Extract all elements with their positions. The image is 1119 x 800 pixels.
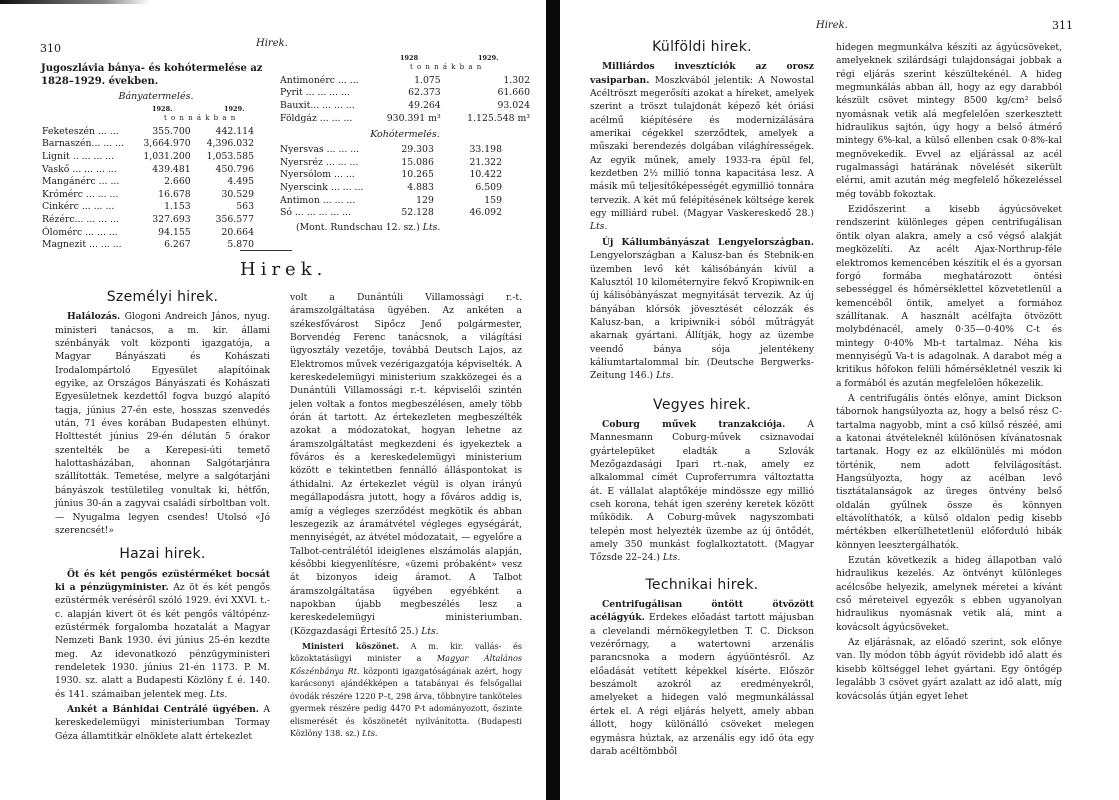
personal-news-title: Személyi hirek. xyxy=(106,289,219,305)
row-label: Földgáz ... ... ... xyxy=(280,112,353,124)
row-value: 1.302 xyxy=(503,74,530,86)
row-label: Ólomérc ... ... ... xyxy=(42,226,118,238)
right-page-left-column xyxy=(590,41,814,758)
row-label: Magnezit ... ... ... xyxy=(42,239,122,251)
row-value: 16.678 xyxy=(158,188,191,200)
table-row xyxy=(280,112,530,125)
row-label: Cinkérc ... ... ... xyxy=(42,201,115,213)
row-label: Só ... ... ... ... ... xyxy=(280,207,352,219)
foreign-item-2: Új Káliumbányászat Lengyelországban. Lengyelországban a Kalusz-ban és Stebnik-en üzemben levő két kálisóbányán kívül a Kalusztól 10 kilométernyire fekvő Kropiwnik-en új kálisóbányászat megnyitását tervezik. Az új bányában klórsók jövesztését célozzák és Kalusz-ban, a kripiwnik-i sóból műtrágyát akarnak gyártani. Állítják, hogy az üzembe veendő bánya sója jelentékeny káliumtartalommal bír. (Deutsche Bergwerks-Zeitung 146.) Lts. xyxy=(590,236,814,382)
running-head-right: Hirek. xyxy=(816,20,848,31)
row-value: 1.125.548 m³ xyxy=(467,112,530,124)
row-value: 1.075 xyxy=(414,74,441,86)
smelting-table xyxy=(280,143,502,219)
row-value: 61.660 xyxy=(497,87,530,99)
row-value: 930.391 m³ xyxy=(386,112,441,124)
table-row xyxy=(280,74,530,87)
row-label: Vaskő ... ... ... ... xyxy=(42,163,117,175)
row-value: 439.481 xyxy=(152,163,191,175)
row-value: 4.883 xyxy=(407,181,434,193)
year-1928: 1928. xyxy=(152,105,173,113)
row-label: Nyersréz ... ... ... xyxy=(280,156,359,168)
row-value: 30.529 xyxy=(221,188,254,200)
table-row xyxy=(42,213,254,226)
table-row xyxy=(42,150,254,163)
row-value: 1,053.585 xyxy=(206,150,254,162)
row-value: 129 xyxy=(416,194,434,206)
row-value: 62.373 xyxy=(408,87,441,99)
unit-label-cont: tonnákban xyxy=(410,63,486,71)
mining-table-right xyxy=(280,52,530,233)
row-label: Lignit .. ... ... ... xyxy=(42,150,115,162)
row-label: Nyersvas ... ... ... xyxy=(280,144,360,156)
technical-paragraph-3: A centrifugális öntés előnye, amint Dickson tábornok hangsúlyozta az, hogy a belső rész C-tartalma nagyobb, mint a cső külső részéé, ami a katonai átvételeknél különösen kívánatosnak tartanak. Hogy ez az elkülönülés mi módon történik, nem adott felvilágosítást. Hangsúlyozta, hogy az acélban levő tisztátalanságok az üreges öntvény belső oldalán gyűlnek össze és könnyen eltávolíthatók, a külső oldalon pedig kisebb mértékben elkerülhetetlenül előforduló hibák könnyen leesztergálhatók. xyxy=(836,392,1062,551)
row-value: 327.693 xyxy=(152,213,191,225)
row-value: 450.796 xyxy=(215,163,254,175)
row-value: 442.114 xyxy=(215,125,254,137)
row-value: 355.700 xyxy=(152,125,191,137)
row-value: 10.422 xyxy=(469,169,502,181)
row-value: 15.086 xyxy=(401,156,434,168)
row-label: Pyrit ... ... ... ... xyxy=(280,87,350,99)
foreign-item-1: Milliárdos invesztíciók az orosz vasiparban. Moszkvából jelentik: A Nowostal Acéltröszt megerősíti azokat a híreket, amelyek szerint a tröszt tulajdonát képező két óriási acélmű kiépítésére és modernizálására amerikai cégekkel szerződtek, amelyek a műszaki berendezés dolgában világhírességek. Az egyik műnek, amely 1933-ra épül fel, kezdetben 2½ millió tonna kapacitása lesz. A másik mű teljesítőképességét egymillió tonnára tervezik. A két mű felépítésének költsége kerek egy milliárd rubel. (Magyar Vaskereskedő 28.) Lts. xyxy=(590,61,814,233)
row-value: 159 xyxy=(484,194,502,206)
row-label: Nyerscink ... ... ... xyxy=(280,181,364,193)
row-value: 6.267 xyxy=(164,239,191,251)
main-section-title: Hirek. xyxy=(240,259,328,280)
row-value: 6.509 xyxy=(475,181,502,193)
technical-paragraph-5: Az eljárásnak, az előadó szerint, sok előnye van. Ily módon több ágyút rövidebb idő alatt és kisebb költséggel lehet gyártani. Egy öntőgép legalább 3 csövet gyárt azalatt az idő alatt, míg kovácsolás útján egyet lehet xyxy=(836,637,1062,702)
running-head-left: Hirek. xyxy=(256,38,288,49)
domestic-item-1: Öt és két pengős ezüstérméket bocsát ki a pénzügyminister. Az öt és két pengős ezüstérmék veréséről szóló 1929. évi XXVI. t.-c. alapján kivert öt és két pengős váltópénz-ezüstérmék forgalomba hozatalát a Magyar Nemzeti Bank 1930. évi június 25-én kezdte meg. Az idevonatkozó pénzügyministeri rendeletek 1930. június 21-én 1173. P. M. 1930. sz. alatt a Budapesti Közlöny f. é. 140. és 141. számaiban jelentek meg. Lts. xyxy=(55,568,270,700)
technical-paragraph-2: Ezidőszerint a kisebb ágyúcsöveket rendszerint különleges gépen centrifugálisan öntik olyan alakra, amely a cső végső alakját megközelíti. Az acélt Ajax-Northrup-féle elektromos kemencében készítik el és a gyorsan forgó formába meghatározott öntési sebességgel és hőmérséklettel közvetetlenül a kemencéből öntik, amelyet a formához szállítanak. A használt acélfajta ötvözött molybdénacél, amely 0·35—0·40% C-t és mintegy 0·40% Mb-t tartalmaz. Néha kis mennyiségű Va-t is adagolnak. A darabot még a kritikus hőfokon felüli hőmérsékletnél veszik ki a formából és azután megfelelően hőkezelik. xyxy=(836,204,1062,389)
mining-table-left xyxy=(42,88,270,251)
mining-subhead: Bányatermelés. xyxy=(118,91,194,102)
year-1929: 1929. xyxy=(224,105,245,113)
table-row xyxy=(280,194,502,207)
table-row xyxy=(42,125,254,138)
row-label: Krómérc ... ... ... xyxy=(42,188,119,200)
table-row xyxy=(280,206,502,219)
domestic-item-2-cont: volt a Dunántúli Villamossági r.-t. áramszolgáltatása ügyében. Az ankéten a székesfővárost Sipőcz Jenő polgármester, Borvendég Ferenc tanácsnok, a világítási ügyosztály vezetője, továbbá Deutsch Lajos, az Elektromos művek vezérigazgatója képviselték. A kereskedelemügyi ministerium szakközegei és a Dunántúli Villamossági r.-t. képviselői szintén jelen voltak a fontos megbeszélésen, amely több órán át tartott. Az értekezleten megbeszélték azokat a módozatokat, hogyan lehetne az áramszolgáltatást megkezdeni és igyekeztek a főváros és a kereskedelemügyi ministerium között e tekintetben fennálló álláspontokat is áthidalni. Az értekezlet végül is olyan irányú megállapodásra jutott, hogy a főváros addig is, amíg a végleges szerződést megkötik és abban leszegezik az áramátvétel végleges egységárát, mennyiségét, az átvétel módozatait, — egyelőre a Talbot-centrálétól ideiglenes elszámolás alapján, későbbi kiegyenlítésre, «üzemi próbaként» vesz át bizonyos ideig áramot. A Talbot áramszolgáltatása ügyében egyébként a napokban újabb megbeszélés lesz a kereskedelemügyi ministeriumban. (Közgazdasági Értesítő 25.) Lts. xyxy=(290,292,522,637)
year-1928-cont: 1928 xyxy=(400,54,419,62)
row-value: 93.024 xyxy=(497,99,530,111)
table-row xyxy=(280,87,530,100)
table-row xyxy=(280,169,502,182)
table-row xyxy=(42,163,254,176)
row-value: 20.664 xyxy=(221,226,254,238)
table-row xyxy=(280,181,502,194)
row-value: 4,396.032 xyxy=(206,138,254,150)
technical-paragraph-4: Ezután következik a hideg állapotban való hidraulikus kezelés. Az öntvényt különleges acélcsőbe helyezik, amelynek méretei a kívánt cső méreteivel egyezők s ebben ugyanolyan hidraulikus nyomásnak vetik alá, mint a kovácsolt ágyúcsöveket. xyxy=(836,555,1062,633)
domestic-item-2-start: Ankét a Bánhidai Centrálé ügyében. A kereskedelemügyi ministeriumban Tormay Géza államtitkár elnöklete alatt értekezlet xyxy=(55,703,270,742)
divider-rule xyxy=(240,250,292,251)
table-row xyxy=(42,238,254,251)
domestic-item-3: Ministeri köszönet. A m. kir. vallás- és közoktatásügyi minister a Magyar Általános Kőszénbánya Rt. központi igazgatóságának azért, hogy karácsonyi ajándékképen a tatabányai és felsőgallai óvodák részére 1220 P–t, 298 árva, többnyire tanköteles gyermek részére pedig 4470 P-t adományozott, őszinte elismerését és köszönetét nyilvánította. (Budapesti Közlöny 138. sz.) Lts. xyxy=(290,640,522,739)
row-value: 94.155 xyxy=(158,226,191,238)
table-row xyxy=(280,99,530,112)
row-label: Feketeszén ... ... xyxy=(42,125,119,137)
left-page xyxy=(0,0,548,800)
stats-source: (Mont. Rundschau 12. sz.) Lts. xyxy=(296,221,441,233)
row-value: 4.495 xyxy=(227,176,254,188)
row-label: Barnaszén... ... ... xyxy=(42,138,125,150)
unit-label: tonnákban xyxy=(164,114,240,122)
row-label: Rézérc... ... ... ... xyxy=(42,213,119,225)
table-row xyxy=(42,175,254,188)
mining-table xyxy=(42,125,254,251)
right-page-right-column xyxy=(836,41,1062,703)
row-value: 1.153 xyxy=(164,201,191,213)
row-label: Antimonérc ... ... xyxy=(280,74,359,86)
stats-title: Jugoszlávia bánya- és kohótermelése az 1828–1929. években. xyxy=(41,63,263,87)
table-row xyxy=(42,201,254,214)
mixed-item-1: Coburg művek tranzakciója. A Mannesmann Coburg-művek csiznavodai gyártelepüket eladták a Szlovák Mezőgazdasági Ipari rt.-nak, amely ez alkalommal címét Cuproferrumra változtatta át. E vállalat alaptőkéje mindössze egy millió cseh korona, tehát igen szerény keretek között működik. A Coburg-művek nagyszombati telepén most helyezték üzembe az új öntődét, amely 350 munkást foglalkoztatott. (Magyar Tőzsde 22–24.) Lts. xyxy=(590,418,814,564)
row-label: Bauxit... ... ... ... xyxy=(280,99,355,111)
page-number-right: 311 xyxy=(1052,19,1073,32)
table-row xyxy=(280,156,502,169)
technical-lead-paragraph: Centrifugálisan öntött ötvözött acélágyúk. Erdekes előadást tartott májusban a clevelandi mérnökegyletben T. C. Dickson vezérőrnagy, a watertowni arzenális parancsnoka a modern ágyúöntésről. Az előadását vetített képekkel kísérte. Először beszámolt azokról az eredményekről, amelyeket a hidegen való megmunkálással értek el. A régi eljárás helyett, amely abban állott, hogy különálló csöveket melegen egymásra húztak, az arzenális egy idő óta egy darab acéltömbből xyxy=(590,599,814,757)
foreign-news-title: Külföldi hirek. xyxy=(652,39,752,55)
row-value: 563 xyxy=(236,201,254,213)
row-label: Antimon ... ... ... xyxy=(280,194,356,206)
year-1929-cont: 1929. xyxy=(478,54,499,62)
row-value: 52.128 xyxy=(401,207,434,219)
row-value: 49.264 xyxy=(408,99,441,111)
page-number-left: 310 xyxy=(40,42,61,55)
technical-paragraph-1-cont: hidegen megmunkálva készíti az ágyúcsöveket, amelyeknek szilárdsági tulajdonságai jobbak a régi eljárás szerint készültekénél. A hideg megmunkálás abban áll, hogy az egy darabból készült csövet mintegy 8500 kg/cm² belső nyomásnak vetik alá megfelelően szerkesztett hidraulikus sajtón, úgy hogy a belső átmérő mintegy 6%-kal, a külső ellenben csak 0·8%-kal megnövekedik. Evvel az eljárással az acél rugalmassági határának növelését sikerült elérni, amit azután még megfelelő hőkezeléssel még tovább fokoztak. xyxy=(836,42,1062,200)
row-value: 21.322 xyxy=(469,156,502,168)
right-page xyxy=(560,0,1119,800)
row-value: 356.577 xyxy=(215,213,254,225)
row-value: 5.870 xyxy=(227,239,254,251)
row-label: Nyersólom ... ... xyxy=(280,169,355,181)
left-column xyxy=(55,291,270,743)
obituary-paragraph: Halálozás. Glogoni Andreich János, nyug. ministeri tanácsos, a m. kir. állami szénbányák volt központi igazgatója, a Magyar Bányászati és Kohászati Irodalompártoló Egyesület alapítóinak egyike, az Országos Bányászati és Kohászati Egyesületnek kezdettől fogva buzgó alapító tagja, június 27-én este, hosszas szenvedés után, 71 éves korában Budapesten elhúnyt. Holttestét június 29-én délután 5 órakor szentelték be a Kerepesi-úti temető halottasházában, ahonnan Salgótarjánra szállították. Temetése, melyre a salgótarjáni bányászok testületileg vonultak ki, hétfőn, június 30-án a zagyvai családi sírboltban volt. — Nyugalma legyen csendes! Utolsó «Jó szerencsét!» xyxy=(55,311,270,536)
smelting-subhead: Kohótermelés. xyxy=(370,129,440,141)
mining-table-cont xyxy=(280,74,530,124)
row-label: Mangánérc ... ... xyxy=(42,176,120,188)
technical-news-title: Technikai hirek. xyxy=(645,576,759,593)
scan-edge-shadow xyxy=(0,0,150,4)
row-value: 1,031.200 xyxy=(143,150,191,162)
row-value: 46.092 xyxy=(469,207,502,219)
row-value: 10.265 xyxy=(401,169,434,181)
table-row xyxy=(42,138,254,151)
row-value: 29.303 xyxy=(401,144,434,156)
domestic-news-title: Hazai hirek. xyxy=(119,546,206,563)
row-value: 33.198 xyxy=(469,144,502,156)
table-row xyxy=(280,143,502,156)
row-value: 2.660 xyxy=(164,176,191,188)
table-row xyxy=(42,226,254,239)
row-value: 3,664.970 xyxy=(143,138,191,150)
table-row xyxy=(42,188,254,201)
right-column xyxy=(290,291,522,740)
mixed-news-title: Vegyes hirek. xyxy=(653,396,751,413)
